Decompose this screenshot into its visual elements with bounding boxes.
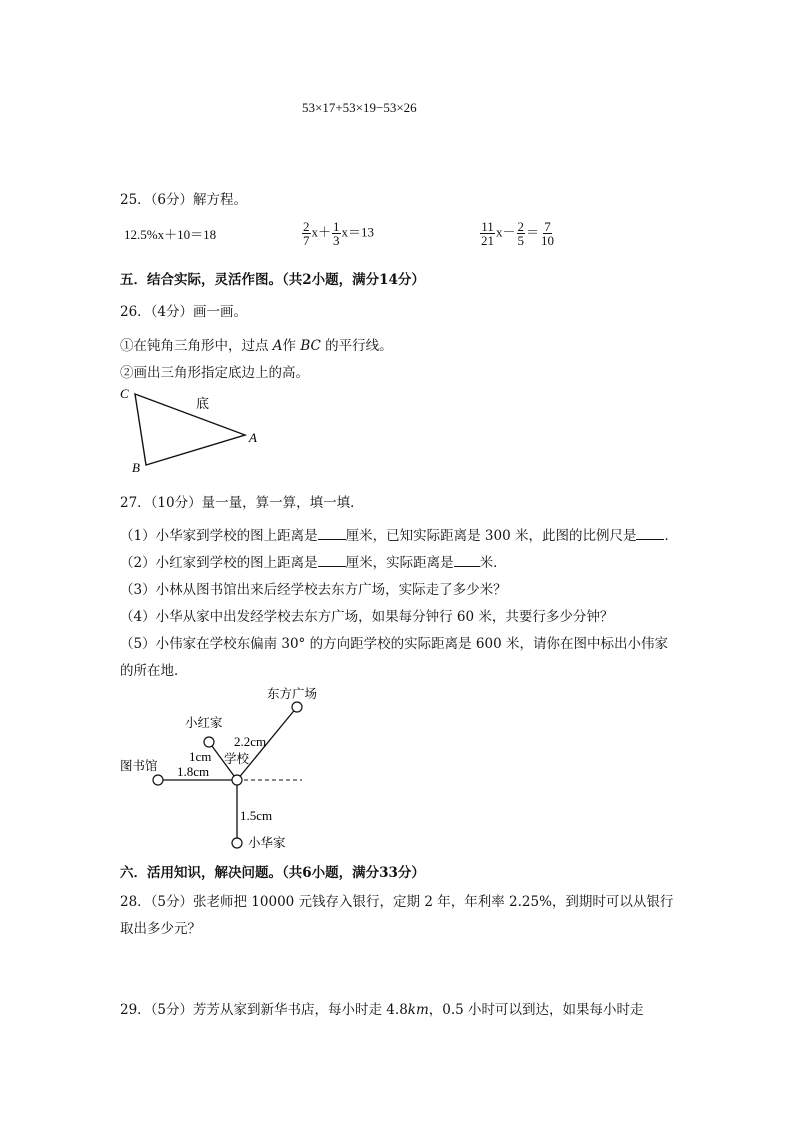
distance-1-8cm-label: 1.8cm [177, 764, 210, 779]
q27-item2-text: （2）小红家到学校的图上距离是 [120, 555, 318, 571]
q27-item1-text: 厘米，已知实际距离是 300 米，此图的比例尺是 [345, 528, 637, 544]
q27-item2-text: 厘米，实际距离是 [345, 555, 454, 571]
q26-title: 26．（4分）画一画。 [120, 304, 248, 320]
dongfang-point [292, 702, 302, 712]
xiaohong-point [204, 737, 214, 747]
dongfang-label: 东方广场 [267, 687, 318, 701]
library-label: 图书馆 [120, 759, 158, 773]
q29-text: 29．（5分）芳芳从家到新华书店，每小时走 4.8 [120, 1002, 408, 1018]
q26-line-1 [120, 334, 393, 354]
q25-equation-1: 12.5%x＋10＝18 [124, 227, 217, 242]
xiaohong-label: 小红家 [185, 716, 223, 730]
vertex-A-label: A [249, 430, 257, 445]
obtuse-triangle-figure [110, 383, 270, 478]
q27-item2-text: 米． [479, 555, 507, 571]
eq3-equals: ＝ [526, 224, 540, 240]
q27-item-4: （4）小华从家中出发经学校去东方广场，如果每分钟行 60 米，共要行多少分钟？ [120, 609, 614, 625]
fraction-numerator: 1 [333, 219, 340, 234]
q27-item-1 [120, 524, 678, 544]
section-5-heading: 五．结合实际，灵活作图。（共2小题，满分14分） [120, 272, 425, 288]
fraction-denominator: 21 [481, 233, 494, 248]
fraction-denominator: 5 [517, 233, 525, 248]
q27-item1-text: ． [664, 528, 678, 544]
q29-text: ，0.5 小时可以到达，如果每小时走 [428, 1002, 644, 1018]
fraction-numerator: 2 [303, 219, 310, 234]
distance-2-2cm-label: 2.2cm [234, 734, 267, 749]
answer-blank[interactable] [318, 527, 346, 540]
eq3-term: x－ [496, 224, 516, 240]
answer-blank[interactable] [636, 527, 664, 540]
library-point [153, 775, 163, 785]
q29-line-1 [120, 998, 644, 1018]
fraction-numerator: 2 [517, 219, 525, 234]
unit-km: km [407, 1002, 429, 1018]
q27-item-3: （3）小林从图书馆出来后经学校去东方广场，实际走了多少米？ [120, 582, 507, 598]
point-A-label: A [272, 338, 283, 354]
section-6-heading: 六．活用知识，解决问题。（共6小题，满分33分） [120, 865, 425, 881]
eq2-term: x＋ [311, 224, 332, 240]
school-map-diagram [110, 680, 370, 855]
eq2-rest: x＝13 [341, 224, 375, 240]
segment-BC-label: BC [300, 338, 321, 354]
q25-equation-3 [479, 220, 556, 247]
triangle [135, 394, 245, 465]
school-label: 学校 [224, 752, 250, 766]
vertex-B-label: B [132, 460, 140, 475]
q25-equation-2 [301, 220, 374, 247]
q27-item-5: （5）小伟家在学校东偏南 30° 的方向距学校的实际距离是 600 米，请你在图中标出小伟家 [120, 636, 668, 652]
fraction-numerator: 11 [481, 219, 494, 234]
base-label: 底 [196, 396, 210, 411]
vertex-C-label: C [120, 386, 129, 401]
xiaohua-point [232, 838, 242, 848]
distance-1cm-label: 1cm [189, 749, 212, 764]
q27-item-5-cont: 的所在地． [120, 663, 188, 679]
fraction-denominator: 10 [541, 233, 555, 248]
q28-line-1: 28．（5分）张老师把 10000 元钱存入银行，定期 2 年，年利率 2.25%，到期时可以从银行 [120, 894, 674, 910]
school-point [232, 775, 242, 785]
q26-line-2: ②画出三角形指定底边上的高。 [120, 365, 309, 381]
q25-title: 25．（6分）解方程。 [120, 192, 248, 208]
answer-blank[interactable] [454, 554, 480, 567]
fraction-numerator: 7 [544, 219, 551, 234]
q27-item-2 [120, 551, 507, 571]
q26-line1-text: 作 [282, 338, 301, 354]
q26-line1-text: 的平行线。 [320, 338, 393, 354]
answer-blank[interactable] [318, 554, 346, 567]
fraction-denominator: 3 [333, 233, 340, 248]
q27-title: 27．（10分）量一量，算一算，填一填． [120, 495, 364, 511]
fraction-denominator: 7 [303, 233, 310, 248]
q27-item1-text: （1）小华家到学校的图上距离是 [120, 528, 318, 544]
xiaohua-label: 小华家 [248, 836, 286, 850]
q26-line1-text: ①在钝角三角形中，过点 [120, 338, 273, 354]
q28-line-2: 取出多少元？ [120, 921, 201, 937]
distance-1-5cm-label: 1.5cm [240, 808, 273, 823]
top-expression: 53×17+53×19−53×26 [302, 100, 417, 115]
